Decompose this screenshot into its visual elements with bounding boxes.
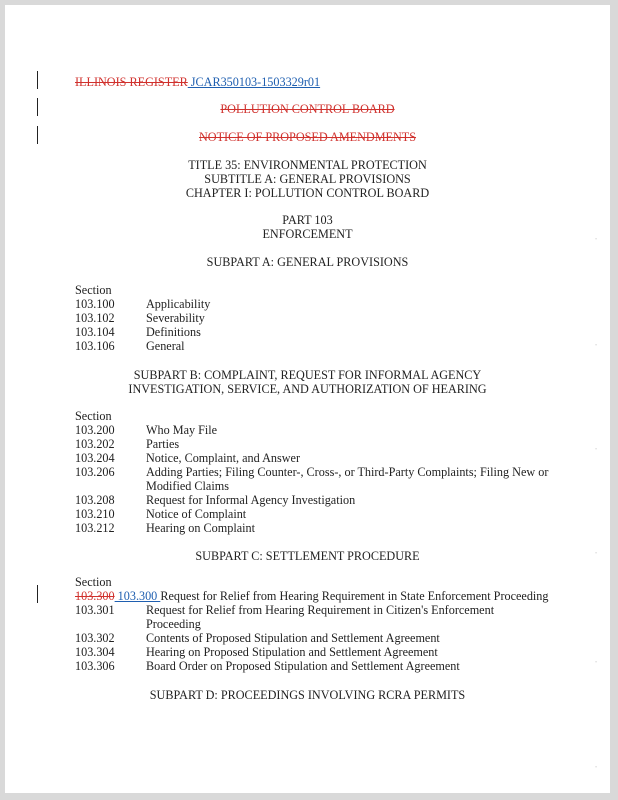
subpart-b-heading-line-2: INVESTIGATION, SERVICE, AND AUTHORIZATION OF HEARING (128, 382, 487, 396)
register-line (75, 75, 320, 89)
part-number: PART 103 (282, 213, 333, 227)
section-title: Request for Relief from Hearing Requirement in State Enforcement Proceeding (160, 589, 549, 603)
section-number: 103.306 (75, 659, 115, 673)
title-line-1: TITLE 35: ENVIRONMENTAL PROTECTION (188, 158, 427, 172)
section-number: 103.304 (75, 645, 115, 659)
section-title: Hearing on Proposed Stipulation and Settlement Agreement (146, 645, 438, 659)
tracked-section-line (75, 589, 549, 603)
scan-mark: • (595, 447, 598, 453)
section-title-continuation: Modified Claims (146, 479, 229, 493)
section-title-continuation: Proceeding (146, 617, 201, 631)
section-title: Board Order on Proposed Stipulation and Settlement Agreement (146, 659, 460, 673)
scan-mark: • (595, 343, 598, 349)
section-number: 103.106 (75, 339, 115, 353)
deleted-register-text: ILLINOIS REGISTER (75, 75, 188, 89)
section-number: 103.104 (75, 325, 115, 339)
section-label: Section (75, 283, 112, 297)
inserted-section-number: 103.300 (114, 589, 161, 603)
scan-mark: • (595, 660, 598, 666)
section-number: 103.210 (75, 507, 115, 521)
section-number: 103.208 (75, 493, 115, 507)
scan-mark: • (595, 551, 598, 557)
part-name: ENFORCEMENT (262, 227, 353, 241)
section-number: 103.202 (75, 437, 115, 451)
subpart-a-heading: SUBPART A: GENERAL PROVISIONS (206, 255, 409, 269)
section-title: Notice, Complaint, and Answer (146, 451, 301, 465)
section-number: 103.206 (75, 465, 115, 479)
subpart-d-heading: SUBPART D: PROCEEDINGS INVOLVING RCRA PERMITS (149, 688, 466, 702)
deleted-section-number: 103.300 (75, 589, 115, 603)
change-bar (37, 71, 38, 89)
subpart-c-heading: SUBPART C: SETTLEMENT PROCEDURE (195, 549, 420, 563)
section-title: Contents of Proposed Stipulation and Settlement Agreement (146, 631, 440, 645)
section-title: Hearing on Complaint (146, 521, 255, 535)
section-label: Section (75, 409, 112, 423)
section-label: Section (75, 575, 112, 589)
section-title: Request for Relief from Hearing Requirement in Citizen's Enforcement (146, 603, 495, 617)
section-title: Who May File (146, 423, 218, 437)
scan-mark: • (595, 765, 598, 771)
inserted-jcar-text: JCAR350103-1503329r01 (187, 75, 321, 89)
section-title: Parties (146, 437, 180, 451)
section-title: Applicability (146, 297, 211, 311)
section-number: 103.204 (75, 451, 115, 465)
deleted-notice-text: NOTICE OF PROPOSED AMENDMENTS (198, 130, 417, 144)
section-title: General (146, 339, 185, 353)
title-line-2: SUBTITLE A: GENERAL PROVISIONS (204, 172, 411, 186)
section-title: Notice of Complaint (146, 507, 247, 521)
board-line (5, 102, 610, 116)
section-number: 103.212 (75, 521, 115, 535)
section-title: Definitions (146, 325, 201, 339)
section-title: Request for Informal Agency Investigation (146, 493, 356, 507)
section-number: 103.301 (75, 603, 115, 617)
deleted-board-text: POLLUTION CONTROL BOARD (220, 102, 395, 116)
change-bar (37, 585, 38, 603)
title-line-3: CHAPTER I: POLLUTION CONTROL BOARD (185, 186, 430, 200)
section-number: 103.200 (75, 423, 115, 437)
section-number: 103.302 (75, 631, 115, 645)
notice-line (5, 130, 610, 144)
section-title: Severability (146, 311, 205, 325)
subpart-b-heading-line-1: SUBPART B: COMPLAINT, REQUEST FOR INFORMAL AGENCY (133, 368, 482, 382)
section-title: Adding Parties; Filing Counter-, Cross-, or Third-Party Complaints; Filing New or (146, 465, 549, 479)
section-number: 103.100 (75, 297, 115, 311)
scan-mark: • (595, 237, 598, 243)
section-number: 103.102 (75, 311, 115, 325)
document-page (5, 5, 610, 793)
